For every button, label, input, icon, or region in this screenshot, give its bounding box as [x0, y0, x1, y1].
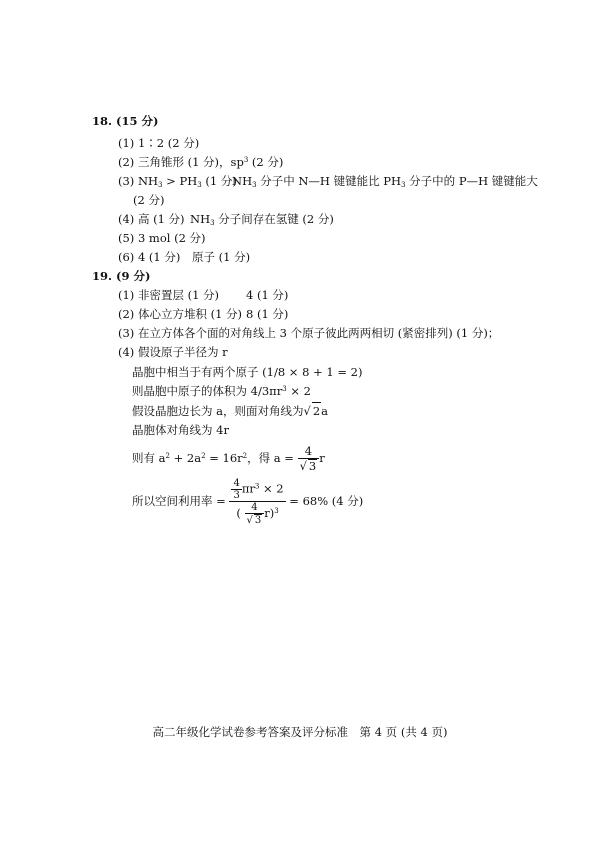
q19-step5-equation: 则有 $a^2 + 2a^2 = 16r^2$，得 a = $\frac{4}{√ 3}$ r [132, 444, 325, 473]
q19-part1: (1) 非密置层 (1 分) [118, 288, 220, 302]
q19-part1-answer: 4 (1 分) [246, 288, 289, 302]
q19-step6-utilization: 所以空间利用率 = $\frac{4}{3}$ $\pi r^3 \times 2$ ( $\frac{4}{√ 3}$ r)$^3$ = 68% (4 分) [132, 478, 364, 526]
q18-part6-answer: 原子 (1 分) [192, 250, 251, 264]
utilization-fraction: $\frac{4}{3}$ $\pi r^3 \times 2$ ( $\frac{4}{√ 3}$ r)$^3$ [229, 478, 285, 526]
q18-part1: (1) 1∶2 (2 分) [118, 136, 200, 150]
q18-part4-reason: $NH_3$ 分子间存在氢键 (2 分) [190, 212, 334, 227]
q19-step4: 晶胞体对角线为 4r [132, 423, 229, 437]
page-footer: 高二年级化学试卷参考答案及评分标准 第 4 页 (共 4 页) [152, 725, 448, 739]
q19-step3: 假设晶胞边长为 a，则面对角线为√ 2a [132, 404, 329, 418]
q18-header: 18. (15 分) [92, 114, 159, 128]
q18-part3-score: (2 分) [133, 193, 165, 207]
q18-part6: (6) 4 (1 分) [118, 250, 181, 264]
q19-part3: (3) 在立方体各个面的对角线上 3 个原子彼此两两相切 (紧密排列) (1 分)； [118, 326, 500, 340]
q18-part3-reason: $NH_3$ 分子中 N—H 键键能比 $PH_3$ 分子中的 P—H 键键能大 [232, 174, 538, 189]
q18-part2: (2) 三角锥形 (1 分)，$sp^3$ (2 分) [118, 155, 284, 169]
q19-header: 19. (9 分) [92, 269, 151, 283]
q19-step2: 则晶胞中原子的体积为 $4/3\pi r^3 \times 2$ [132, 384, 311, 398]
q18-part3: (3) $NH_3 > PH_3$ (1 分) [118, 174, 237, 189]
q19-part4: (4) 假设原子半径为 r [118, 345, 228, 359]
q19-part2-answer: 8 (1 分) [246, 307, 289, 321]
q18-part4: (4) 高 (1 分) [118, 212, 185, 226]
q19-step1: 晶胞中相当于有两个原子 (1/8 × 8 + 1 = 2) [132, 365, 363, 379]
q19-part2: (2) 体心立方堆积 (1 分) [118, 307, 243, 321]
fraction-4-over-sqrt3: $\frac{4}{√ 3}$ [298, 445, 320, 473]
q18-part5: (5) 3 mol (2 分) [118, 231, 206, 245]
